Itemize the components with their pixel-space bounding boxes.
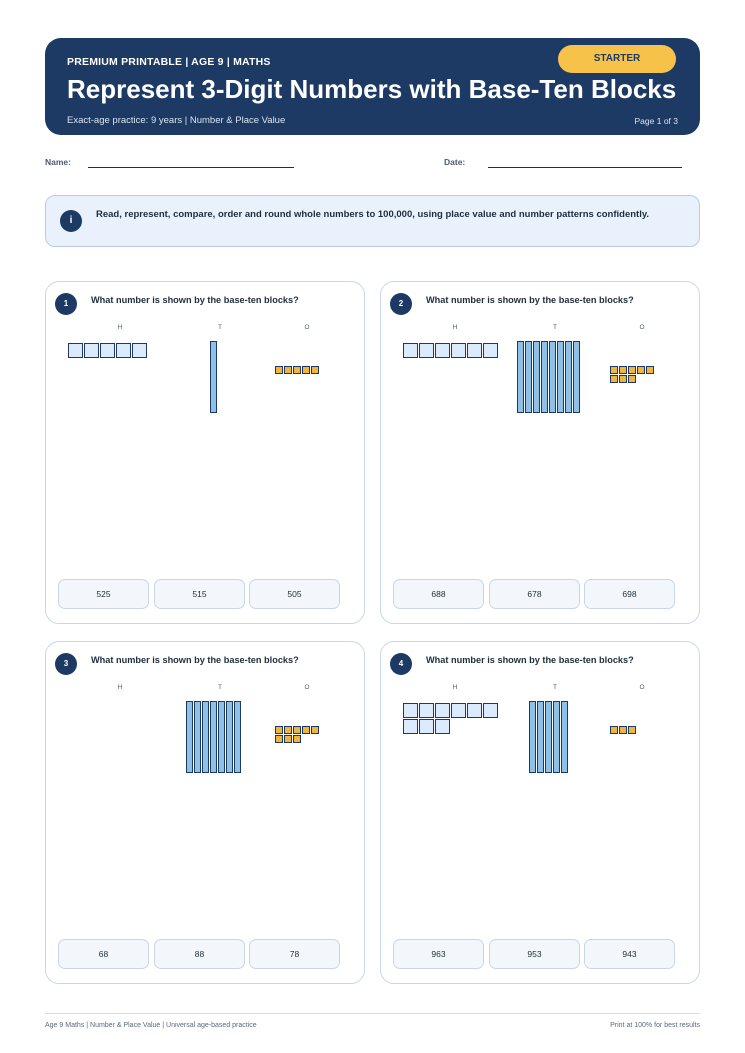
one-unit-block bbox=[293, 735, 301, 743]
one-unit-block bbox=[628, 366, 636, 374]
one-unit-block bbox=[284, 366, 292, 374]
ten-rod-block bbox=[553, 701, 560, 773]
hundreds-blocks bbox=[403, 343, 503, 358]
footer-divider bbox=[45, 1013, 700, 1014]
tens-rods bbox=[186, 701, 241, 773]
page-title: Represent 3-Digit Numbers with Base-Ten Blocks bbox=[67, 74, 677, 104]
answer-option-button[interactable]: 515 bbox=[154, 579, 245, 609]
ten-rod-block bbox=[557, 341, 564, 413]
one-unit-block bbox=[619, 366, 627, 374]
hundred-flat-block bbox=[84, 343, 99, 358]
ten-rod-block bbox=[194, 701, 201, 773]
hundreds-blocks bbox=[403, 703, 503, 734]
tens-rods bbox=[210, 341, 217, 413]
answer-option-button[interactable]: 68 bbox=[58, 939, 149, 969]
ten-rod-block bbox=[210, 701, 217, 773]
ten-rod-block bbox=[202, 701, 209, 773]
one-unit-block bbox=[284, 735, 292, 743]
ten-rod-block bbox=[565, 341, 572, 413]
one-unit-block bbox=[610, 366, 618, 374]
answer-option-button[interactable]: 505 bbox=[249, 579, 340, 609]
footer-left-text: Age 9 Maths | Number & Place Value | Universal age-based practice bbox=[45, 1022, 257, 1029]
one-unit-block bbox=[275, 726, 283, 734]
info-icon: i bbox=[60, 210, 82, 232]
question-card bbox=[45, 641, 365, 984]
hundred-flat-block bbox=[419, 343, 434, 358]
question-prompt: What number is shown by the base-ten blocks? bbox=[426, 295, 634, 305]
hundred-flat-block bbox=[68, 343, 83, 358]
column-label-ones: O bbox=[639, 684, 645, 691]
learning-objective-text: Read, represent, compare, order and round whole numbers to 100,000, using place value and number patterns confidently. bbox=[96, 209, 650, 220]
hundred-flat-block bbox=[483, 703, 498, 718]
learning-objective-box bbox=[45, 195, 700, 247]
name-label: Name: bbox=[45, 157, 71, 167]
question-prompt: What number is shown by the base-ten blocks? bbox=[426, 655, 634, 665]
date-field[interactable] bbox=[488, 167, 682, 168]
hundred-flat-block bbox=[467, 343, 482, 358]
hundred-flat-block bbox=[419, 719, 434, 734]
column-label-hundreds: H bbox=[452, 684, 458, 691]
answer-option-button[interactable]: 943 bbox=[584, 939, 675, 969]
hundred-flat-block bbox=[403, 719, 418, 734]
one-unit-block bbox=[284, 726, 292, 734]
tens-rods bbox=[529, 701, 568, 773]
level-badge: STARTER bbox=[558, 45, 676, 73]
one-unit-block bbox=[275, 366, 283, 374]
column-label-ones: O bbox=[304, 684, 310, 691]
question-number: 3 bbox=[55, 653, 77, 675]
question-card bbox=[45, 281, 365, 624]
tens-rods bbox=[517, 341, 580, 413]
ones-units bbox=[275, 726, 327, 743]
ten-rod-block bbox=[517, 341, 524, 413]
one-unit-block bbox=[646, 366, 654, 374]
column-label-tens: T bbox=[218, 324, 222, 331]
one-unit-block bbox=[275, 735, 283, 743]
answer-option-button[interactable]: 953 bbox=[489, 939, 580, 969]
ones-units bbox=[610, 726, 662, 734]
one-unit-block bbox=[619, 375, 627, 383]
answer-option-button[interactable]: 78 bbox=[249, 939, 340, 969]
ten-rod-block bbox=[533, 341, 540, 413]
ten-rod-block bbox=[525, 341, 532, 413]
one-unit-block bbox=[302, 366, 310, 374]
one-unit-block bbox=[610, 375, 618, 383]
ten-rod-block bbox=[529, 701, 536, 773]
hundred-flat-block bbox=[451, 343, 466, 358]
page-number: Page 1 of 3 bbox=[634, 116, 678, 126]
hundred-flat-block bbox=[100, 343, 115, 358]
one-unit-block bbox=[619, 726, 627, 734]
hundred-flat-block bbox=[132, 343, 147, 358]
ten-rod-block bbox=[549, 341, 556, 413]
ten-rod-block bbox=[561, 701, 568, 773]
one-unit-block bbox=[293, 726, 301, 734]
hundred-flat-block bbox=[403, 343, 418, 358]
column-label-ones: O bbox=[304, 324, 310, 331]
ones-units bbox=[610, 366, 662, 383]
question-card bbox=[380, 641, 700, 984]
ten-rod-block bbox=[210, 341, 217, 413]
hundreds-blocks bbox=[68, 343, 168, 358]
answer-option-button[interactable]: 688 bbox=[393, 579, 484, 609]
answer-option-button[interactable]: 698 bbox=[584, 579, 675, 609]
one-unit-block bbox=[637, 366, 645, 374]
hundred-flat-block bbox=[116, 343, 131, 358]
hundred-flat-block bbox=[435, 343, 450, 358]
ten-rod-block bbox=[234, 701, 241, 773]
ten-rod-block bbox=[573, 341, 580, 413]
one-unit-block bbox=[628, 375, 636, 383]
hundred-flat-block bbox=[435, 719, 450, 734]
ten-rod-block bbox=[545, 701, 552, 773]
column-label-hundreds: H bbox=[452, 324, 458, 331]
answer-option-button[interactable]: 963 bbox=[393, 939, 484, 969]
one-unit-block bbox=[311, 366, 319, 374]
hundred-flat-block bbox=[435, 703, 450, 718]
ten-rod-block bbox=[541, 341, 548, 413]
one-unit-block bbox=[610, 726, 618, 734]
ten-rod-block bbox=[218, 701, 225, 773]
answer-option-button[interactable]: 88 bbox=[154, 939, 245, 969]
answer-option-button[interactable]: 525 bbox=[58, 579, 149, 609]
header-kicker: PREMIUM PRINTABLE | AGE 9 | MATHS bbox=[67, 56, 271, 68]
ones-units bbox=[275, 366, 327, 374]
header-subtitle: Exact-age practice: 9 years | Number & Place Value bbox=[67, 115, 286, 126]
column-label-hundreds: H bbox=[117, 324, 123, 331]
one-unit-block bbox=[302, 726, 310, 734]
ten-rod-block bbox=[537, 701, 544, 773]
one-unit-block bbox=[628, 726, 636, 734]
column-label-tens: T bbox=[218, 684, 222, 691]
answer-option-button[interactable]: 678 bbox=[489, 579, 580, 609]
hundred-flat-block bbox=[419, 703, 434, 718]
one-unit-block bbox=[311, 726, 319, 734]
ten-rod-block bbox=[226, 701, 233, 773]
hundred-flat-block bbox=[467, 703, 482, 718]
footer-right-text: Print at 100% for best results bbox=[610, 1022, 700, 1029]
column-label-hundreds: H bbox=[117, 684, 123, 691]
column-label-ones: O bbox=[639, 324, 645, 331]
question-card bbox=[380, 281, 700, 624]
date-label: Date: bbox=[444, 157, 466, 167]
question-prompt: What number is shown by the base-ten blocks? bbox=[91, 295, 299, 305]
ten-rod-block bbox=[186, 701, 193, 773]
question-number: 2 bbox=[390, 293, 412, 315]
question-number: 4 bbox=[390, 653, 412, 675]
one-unit-block bbox=[293, 366, 301, 374]
column-label-tens: T bbox=[553, 324, 557, 331]
column-label-tens: T bbox=[553, 684, 557, 691]
worksheet-header bbox=[45, 38, 700, 135]
hundred-flat-block bbox=[483, 343, 498, 358]
hundred-flat-block bbox=[403, 703, 418, 718]
name-field[interactable] bbox=[88, 167, 294, 168]
question-number: 1 bbox=[55, 293, 77, 315]
hundred-flat-block bbox=[451, 703, 466, 718]
question-prompt: What number is shown by the base-ten blocks? bbox=[91, 655, 299, 665]
